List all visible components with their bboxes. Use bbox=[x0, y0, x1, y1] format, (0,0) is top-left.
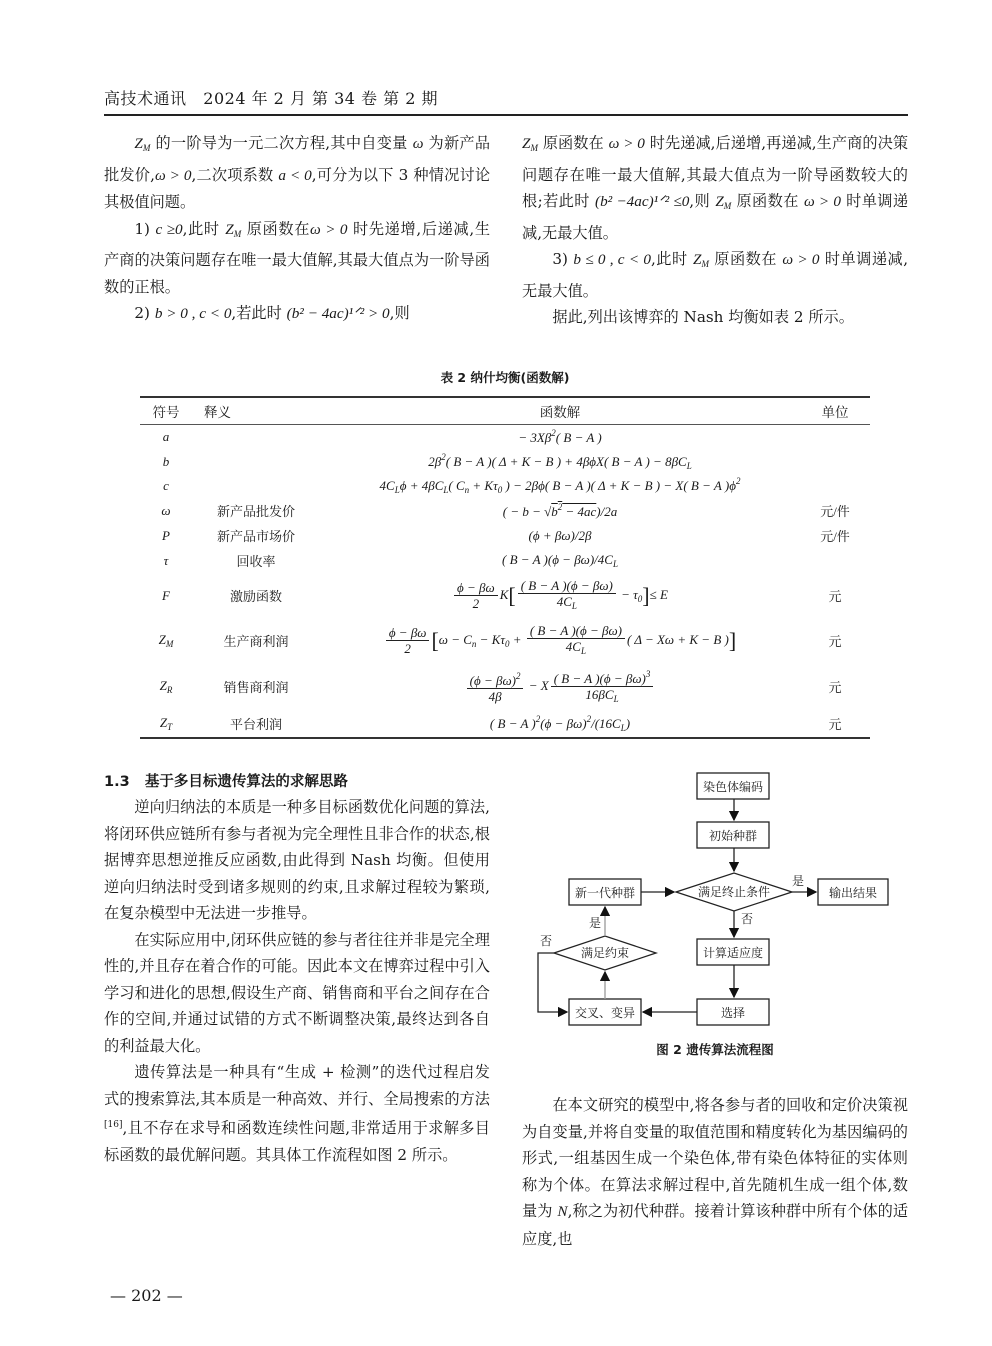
paragraph: 1) c ≥0,此时 $Z_M$ 原函数在ω > 0 时先递增,后递减,生产商的决策问题存在唯一最大值解,其最大值点为一阶导函数的正根。 bbox=[104, 219, 491, 296]
top-left-column bbox=[104, 130, 490, 328]
table-row: $Z_R$ 销售商利润 $\frac{(\phi - \beta\omega)^2}{4\beta}$ − X $\frac{( B - A )(\phi - \beta\omega)^3}{16\beta C_L}$ 元 bbox=[159, 668, 842, 704]
node-constraint: 满足约束 bbox=[580, 946, 630, 960]
table-header-row bbox=[140, 397, 870, 425]
table-row: τ 回收率 ( B − A )$(\phi - \beta\omega)/4C_L$ bbox=[163, 552, 618, 569]
table-row: $Z_T$ 平台利润 ( B − A )$^2(\phi - \beta\omega)^2/(16C_L)$ 元 bbox=[159, 713, 842, 733]
table-caption: 表 2 纳什均衡(函数解) bbox=[440, 370, 570, 385]
node-newgen: 新一代种群 bbox=[574, 886, 636, 900]
node-encode: 染色体编码 bbox=[702, 780, 764, 794]
genetic-algorithm-flowchart bbox=[530, 765, 900, 1050]
node-fitness: 计算适应度 bbox=[702, 946, 764, 960]
label-yes: 是 bbox=[588, 916, 602, 930]
paragraph: 在本文研究的模型中,将各参与者的回收和定价决策视为自变量,并将自变量的取值范围和精度转化为基因编码的形式,一组基因生成一个染色体,带有染色体特征的实体则称为个体。在算法求解过程中,首先随机生成一组个体,数量为 N,称之为初代种群。接着计算该种群中所有个体的适应度,也 bbox=[522, 1096, 909, 1248]
paragraph: 遗传算法是一种具有“生成 + 检测”的迭代过程启发式的搜索算法,其本质是一种高效、并行、全局搜索的方法[16],且不存在求导和函数连续性问题,非常适用于求解多目标函数的最优解问题。其具体工作流程如图 2 所示。 bbox=[104, 1063, 490, 1164]
section-heading: 1.3 基于多目标遗传算法的求解思路 bbox=[104, 774, 348, 790]
table-row: $Z_M$ 生产商利润 $\frac{\phi - \beta\omega}{2}$ [$\omega - C_n - K\tau_0$ + $\frac{( B - A )(\phi - \beta\omega)}{4C_L}$ ( Δ − Xω + K − B )] 元 bbox=[158, 622, 842, 656]
table-row: c $4C_L\phi + 4\beta C_L$( $C_n + K\tau_0$ ) − 2βϕ( B − A )( Δ + K − B ) − X( B − A )$\phi^2$ bbox=[163, 476, 741, 495]
paragraph: 据此,列出该博弈的 Nash 均衡如表 2 所示。 bbox=[552, 308, 854, 326]
table-row: P 新产品市场价 (ϕ + βω)/2β 元/件 bbox=[162, 527, 850, 544]
top-right-column bbox=[522, 130, 908, 331]
table-row: ω 新产品批发价 ( − $b - √b^2 - 4ac)/2a$ 元/件 bbox=[161, 501, 850, 519]
paragraph: $Z_M$ 的一阶导为一元二次方程,其中自变量 ω 为新产品批发价,ω > 0,二次项系数 a < 0,可分为以下 3 种情况讨论其极值问题。 bbox=[104, 134, 491, 211]
paragraph: $Z_M$ 原函数在 ω > 0 时先递减,后递增,再递减,生产商的决策问题存在唯一最大值解,其最大值点为一阶导函数较大的根;若此时 (b² −4ac)¹ᐟ² ≤0,则 $Z_M$ 原函数在 ω > 0 时单调递减,无最大值。 bbox=[522, 134, 909, 242]
label-no: 否 bbox=[539, 934, 553, 948]
paragraph: 在实际应用中,闭环供应链的参与者往往并非是完全理性的,并且存在着合作的可能。因此本文在博弈过程中引入学习和进化的思想,假设生产商、销售商和平台之间存在合作的空间,并通过试错的方式不断调整决策,最终达到各自的利益最大化。 bbox=[104, 930, 490, 1055]
node-crossover: 交叉、变异 bbox=[574, 1006, 636, 1020]
label-yes: 是 bbox=[791, 874, 805, 888]
table-row: F 激励函数 $\frac{\phi - \beta\omega}{2}$ K[ $\frac{( B - A )(\phi - \beta\omega)}{4C_L}$ − $\tau_0]\le E$ 元 bbox=[162, 577, 842, 611]
col-header-symbol: 符号 bbox=[140, 397, 192, 425]
citation-ref[interactable]: [16] bbox=[104, 1120, 123, 1130]
bottom-left-column bbox=[104, 794, 490, 1168]
col-header-definition: 释义 bbox=[192, 397, 320, 425]
paragraph: 逆向归纳法的本质是一种多目标函数优化问题的算法,将闭环供应链所有参与者视为完全理性且非合作的状态,根据博弈思想逆推反应函数,由此得到 Nash 均衡。但使用逆向归纳法时受到诸多规则的约束,且求解过程较为繁琐,在复杂模型中无法进一步推导。 bbox=[104, 798, 490, 922]
running-header bbox=[104, 86, 908, 109]
header-rule bbox=[104, 114, 908, 116]
bottom-right-column bbox=[522, 1092, 908, 1252]
issue-info: 2024 年 2 月 第 34 卷 第 2 期 bbox=[203, 89, 438, 108]
node-terminate: 满足终止条件 bbox=[697, 885, 771, 899]
col-header-unit: 单位 bbox=[800, 397, 870, 425]
journal-name: 高技术通讯 bbox=[104, 89, 187, 108]
table-row: a − $3X\beta^2$( B − A ) bbox=[162, 428, 602, 446]
table-row: b $2\beta^2$( B − A )( Δ + K − B ) + 4βϕX( B − A ) − $8\beta C_L$ bbox=[162, 452, 692, 471]
page-number: — 202 — bbox=[110, 1286, 183, 1305]
node-output: 输出结果 bbox=[828, 886, 878, 900]
node-init: 初始种群 bbox=[708, 829, 758, 843]
paragraph: 3) b ≤ 0 , c < 0,此时 $Z_M$ 原函数在 ω > 0 时单调递减,无最大值。 bbox=[522, 250, 909, 300]
col-header-formula: 函数解 bbox=[320, 397, 800, 425]
figure-caption: 图 2 遗传算法流程图 bbox=[656, 1042, 774, 1057]
paragraph: 2) b > 0 , c < 0,若此时 (b² − 4ac)¹ᐟ² > 0,则 bbox=[134, 304, 410, 322]
label-no: 否 bbox=[740, 912, 754, 926]
node-select: 选择 bbox=[720, 1006, 746, 1020]
nash-table bbox=[140, 396, 870, 739]
